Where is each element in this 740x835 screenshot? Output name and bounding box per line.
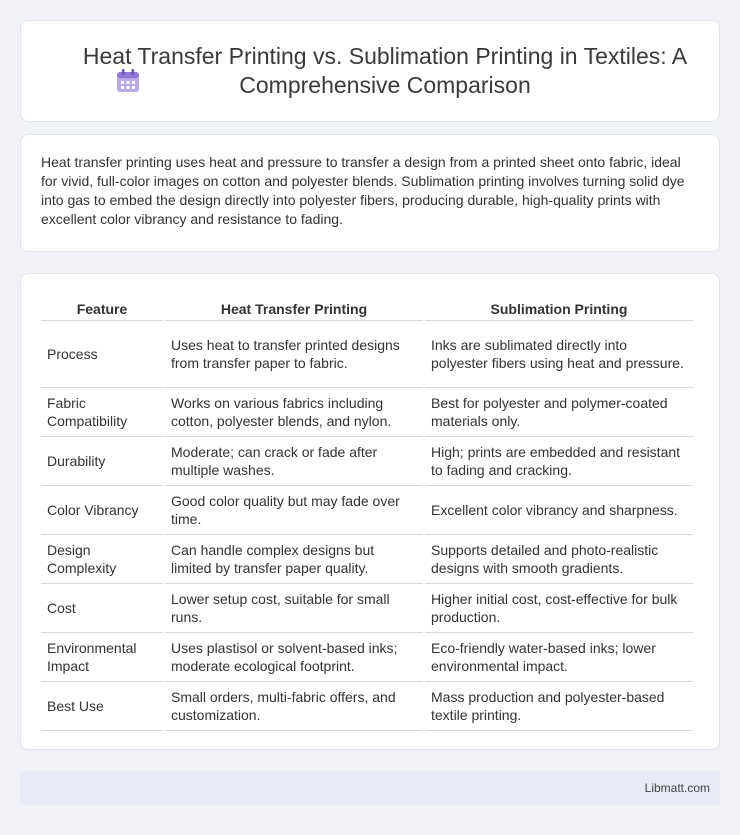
table-row [41,486,693,535]
table-row [41,535,693,584]
heat-transfer-cell: Good color quality but may fade over time. [165,486,423,535]
heat-transfer-cell: Small orders, multi-fabric offers, and customization. [165,682,423,731]
sublimation-cell: Excellent color vibrancy and sharpness. [425,486,693,535]
heat-transfer-cell: Uses plastisol or solvent-based inks; moderate ecological footprint. [165,633,423,682]
sublimation-cell: Supports detailed and photo-realistic designs with smooth gradients. [425,535,693,584]
heat-transfer-cell: Uses heat to transfer printed designs from transfer paper to fabric. [165,321,423,388]
intro-text: Heat transfer printing uses heat and pressure to transfer a design from a printed sheet onto fabric, ideal for vivid, full-color images on cotton and polyester blends. Sublimation printing involves turning solid dye into gas to embed the design directly into polyester fibers, producing durable, high-quality prints with excellent color vibrancy and resistance to fading. [41,154,685,227]
footer-site-link[interactable]: Libmatt.com [644,781,710,795]
title-card [20,20,720,122]
calendar-icon [115,68,141,94]
intro-card [20,134,720,252]
table-header-row [41,294,693,321]
footer [20,771,720,805]
sublimation-cell: Inks are sublimated directly into polyester fibers using heat and pressure. [425,321,693,388]
feature-cell: Fabric Compatibility [41,388,163,437]
feature-cell: Environmental Impact [41,633,163,682]
feature-cell: Design Complexity [41,535,163,584]
header-feature: Feature [41,294,163,321]
table-row [41,584,693,633]
header-heat-transfer: Heat Transfer Printing [165,294,423,321]
page-title: Heat Transfer Printing vs. Sublimation Printing in Textiles: A Comprehensive Comparison [82,43,688,98]
sublimation-cell: Eco-friendly water-based inks; lower environmental impact. [425,633,693,682]
heat-transfer-cell: Can handle complex designs but limited by transfer paper quality. [165,535,423,584]
header-sublimation: Sublimation Printing [425,294,693,321]
sublimation-cell: High; prints are embedded and resistant to fading and cracking. [425,437,693,486]
heat-transfer-cell: Lower setup cost, suitable for small runs. [165,584,423,633]
feature-cell: Cost [41,584,163,633]
table-row [41,321,693,388]
heat-transfer-cell: Works on various fabrics including cotton, polyester blends, and nylon. [165,388,423,437]
table-row [41,682,693,731]
feature-cell: Durability [41,437,163,486]
table-row [41,437,693,486]
sublimation-cell: Best for polyester and polymer-coated materials only. [425,388,693,437]
comparison-table [39,294,695,731]
table-row [41,633,693,682]
sublimation-cell: Higher initial cost, cost-effective for bulk production. [425,584,693,633]
comparison-card [20,273,720,750]
heat-transfer-cell: Moderate; can crack or fade after multiple washes. [165,437,423,486]
feature-cell: Process [41,321,163,388]
feature-cell: Best Use [41,682,163,731]
title-wrap [45,42,695,100]
table-row [41,388,693,437]
sublimation-cell: Mass production and polyester-based textile printing. [425,682,693,731]
feature-cell: Color Vibrancy [41,486,163,535]
